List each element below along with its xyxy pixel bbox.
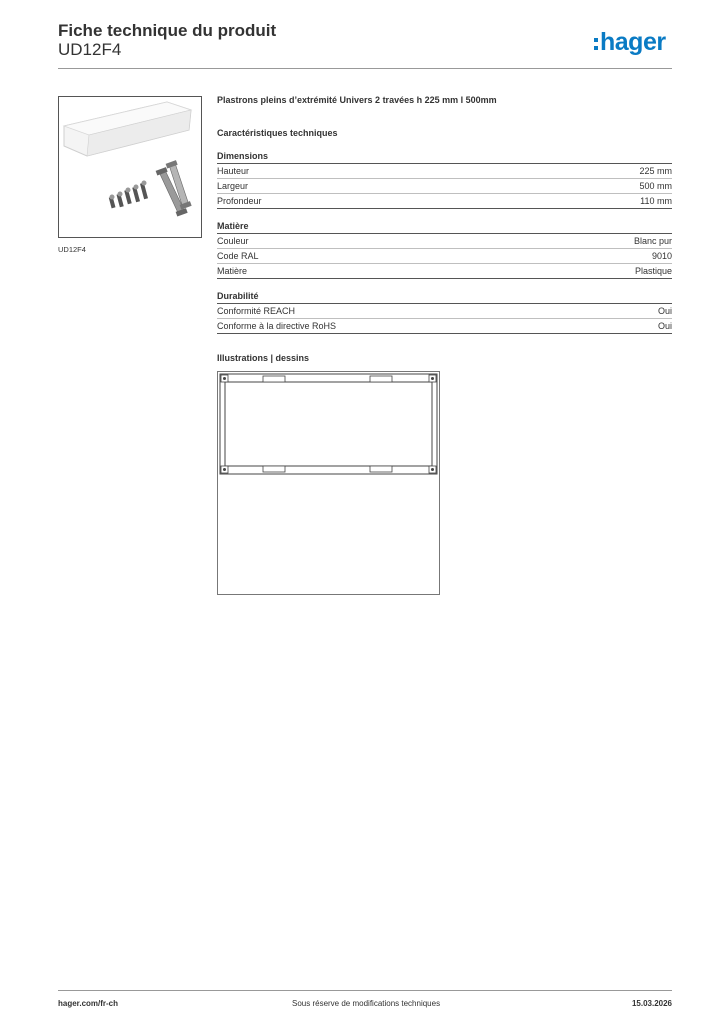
technical-drawing — [217, 371, 440, 595]
durability-group — [217, 291, 672, 334]
photo-caption: UD12F4 — [58, 245, 86, 254]
spec-value: Oui — [657, 321, 672, 331]
spec-value: Plastique — [634, 266, 672, 276]
content-column — [217, 95, 672, 595]
spec-value: 9010 — [651, 251, 672, 261]
header-divider — [58, 68, 672, 69]
logo-text: hager — [600, 27, 666, 56]
footer-notice: Sous réserve de modifications techniques — [292, 999, 441, 1008]
characteristics-title: Caractéristiques techniques — [217, 128, 338, 138]
product-photo — [58, 96, 202, 238]
spec-label: Couleur — [217, 236, 249, 246]
spec-row — [217, 164, 672, 179]
spec-label: Hauteur — [217, 166, 250, 176]
footer-date: 15.03.2026 — [631, 999, 672, 1008]
spec-value: 500 mm — [639, 181, 672, 191]
spec-row — [217, 304, 672, 319]
spec-row — [217, 234, 672, 249]
spec-value: 110 mm — [640, 196, 672, 206]
logo-colon-icon — [594, 38, 598, 50]
spec-label: Profondeur — [217, 196, 262, 206]
spec-row — [217, 179, 672, 194]
spec-label: Largeur — [217, 181, 249, 191]
spec-row — [217, 249, 672, 264]
spec-row — [217, 319, 672, 334]
spec-value: Oui — [657, 306, 672, 316]
group-title: Durabilité — [217, 291, 672, 304]
spec-label: Conformité REACH — [217, 306, 296, 316]
product-reference: UD12F4 — [58, 40, 122, 59]
page-title: Fiche technique du produit — [58, 21, 277, 40]
illustrations-title: Illustrations | dessins — [217, 353, 310, 363]
spec-row — [217, 194, 672, 209]
dimensions-group — [217, 151, 672, 209]
group-title: Dimensions — [217, 151, 672, 164]
product-description: Plastrons pleins d’extrémité Univers 2 travées h 225 mm l 500mm — [217, 95, 497, 105]
footer-website-link[interactable]: hager.com/fr-ch — [58, 999, 119, 1008]
group-title: Matière — [217, 221, 672, 234]
spec-label: Code RAL — [217, 251, 259, 261]
spec-value: 225 mm — [639, 166, 672, 176]
footer-divider — [58, 990, 672, 991]
hager-logo[interactable] — [594, 26, 666, 58]
material-group — [217, 221, 672, 279]
spec-value: Blanc pur — [633, 236, 672, 246]
spec-row — [217, 264, 672, 279]
spec-label: Conforme à la directive RoHS — [217, 321, 337, 331]
spec-label: Matière — [217, 266, 248, 276]
